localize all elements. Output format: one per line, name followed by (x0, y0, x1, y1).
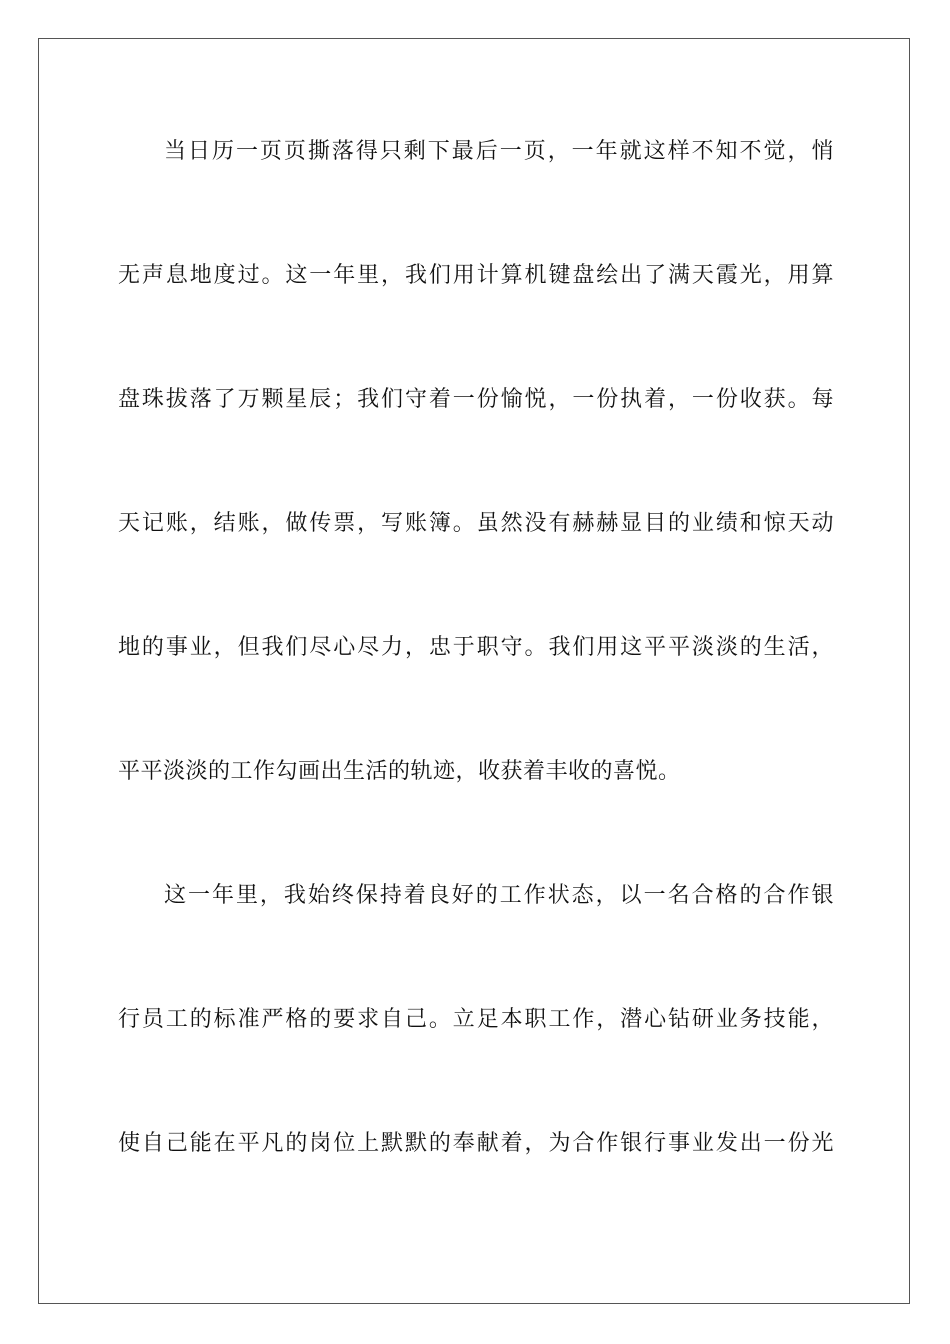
text-line: 无声息地度过。这一年里，我们用计算机键盘绘出了满天霞光，用算 (118, 263, 834, 288)
text-line: 这一年里，我始终保持着良好的工作状态，以一名合格的合作银 (164, 883, 834, 908)
text-line: 盘珠拔落了万颗星辰；我们守着一份愉悦，一份执着，一份收获。每 (118, 387, 834, 412)
text-line: 地的事业，但我们尽心尽力，忠于职守。我们用这平平淡淡的生活， (118, 635, 834, 660)
text-line: 天记账，结账，做传票，写账簿。虽然没有赫赫显目的业绩和惊天动 (118, 511, 834, 536)
page-border (38, 38, 910, 1304)
text-line: 平平淡淡的工作勾画出生活的轨迹，收获着丰收的喜悦。 (118, 759, 681, 784)
text-line: 行员工的标准严格的要求自己。立足本职工作，潜心钻研业务技能， (118, 1007, 834, 1032)
text-line: 使自己能在平凡的岗位上默默的奉献着，为合作银行事业发出一份光 (118, 1131, 834, 1156)
text-line: 当日历一页页撕落得只剩下最后一页，一年就这样不知不觉，悄 (164, 139, 834, 164)
